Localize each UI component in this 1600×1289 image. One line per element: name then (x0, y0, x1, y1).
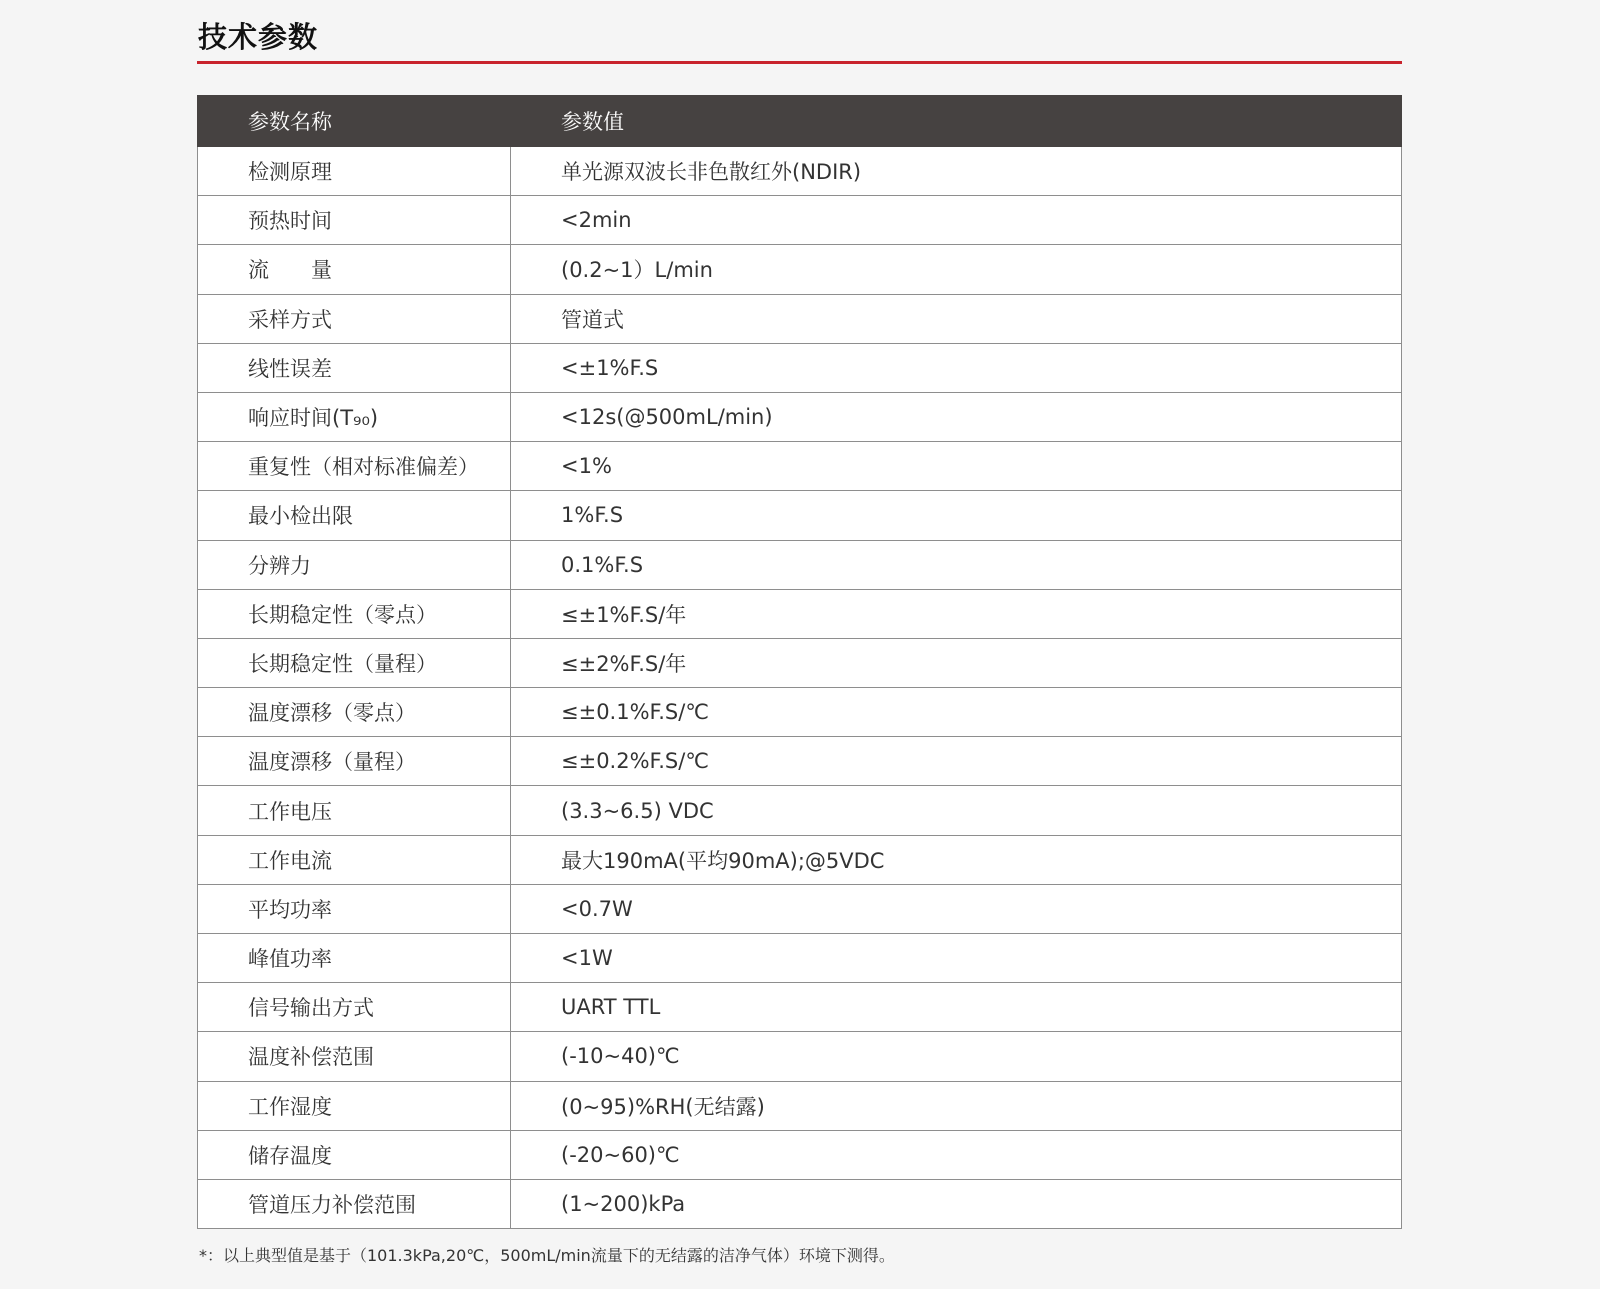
row-value: 最大190mA(平均90mA);@5VDC (511, 835, 1402, 884)
row-value: (0.2~1）L/min (511, 245, 1402, 294)
footnote: *：以上典型值是基于（101.3kPa,20℃，500mL/min流量下的无结露的洁净气体）环境下测得。 (199, 1246, 895, 1266)
tech-params-section (197, 0, 1402, 1266)
row-value: 管道式 (511, 294, 1402, 343)
header-param-value: 参数值 (511, 96, 1402, 147)
row-name: 流 量 (198, 245, 511, 294)
table-row (198, 786, 1402, 835)
row-value: <12s(@500mL/min) (511, 392, 1402, 441)
row-name: 储存温度 (198, 1130, 511, 1179)
row-value: (3.3~6.5) VDC (511, 786, 1402, 835)
row-value: (-10~40)℃ (511, 1032, 1402, 1081)
row-name: 管道压力补偿范围 (198, 1179, 511, 1228)
row-name: 信号输出方式 (198, 983, 511, 1032)
row-name: 长期稳定性（量程） (198, 638, 511, 687)
row-value: 单光源双波长非色散红外(NDIR) (511, 147, 1402, 196)
table-row (198, 294, 1402, 343)
row-name: 峰值功率 (198, 934, 511, 983)
table-row (198, 983, 1402, 1032)
row-value: 0.1%F.S (511, 540, 1402, 589)
row-name: 长期稳定性（零点） (198, 589, 511, 638)
section-title: 技术参数 (197, 0, 1402, 64)
row-value: <1W (511, 934, 1402, 983)
table-row (198, 1032, 1402, 1081)
table-row (198, 884, 1402, 933)
row-name: 最小检出限 (198, 491, 511, 540)
row-name: 温度漂移（量程） (198, 737, 511, 786)
row-value: 1%F.S (511, 491, 1402, 540)
row-name: 重复性（相对标准偏差） (198, 442, 511, 491)
param-table (197, 95, 1402, 1229)
row-value: <2min (511, 196, 1402, 245)
table-row (198, 1130, 1402, 1179)
row-value: UART TTL (511, 983, 1402, 1032)
table-row (198, 589, 1402, 638)
row-value: (-20~60)℃ (511, 1130, 1402, 1179)
row-name: 检测原理 (198, 147, 511, 196)
row-name: 温度补偿范围 (198, 1032, 511, 1081)
row-name: 分辨力 (198, 540, 511, 589)
row-value: ≤±1%F.S/年 (511, 589, 1402, 638)
row-name: 平均功率 (198, 884, 511, 933)
row-value: (0~95)%RH(无结露) (511, 1081, 1402, 1130)
row-name: 响应时间(T₉₀) (198, 392, 511, 441)
table-row (198, 392, 1402, 441)
row-name: 工作湿度 (198, 1081, 511, 1130)
table-row (198, 245, 1402, 294)
header-param-name: 参数名称 (198, 96, 511, 147)
row-value: <±1%F.S (511, 343, 1402, 392)
row-value: <1% (511, 442, 1402, 491)
row-value: (1~200)kPa (511, 1179, 1402, 1228)
row-name: 预热时间 (198, 196, 511, 245)
table-row (198, 737, 1402, 786)
table-header-row (198, 96, 1402, 147)
row-name: 线性误差 (198, 343, 511, 392)
row-name: 采样方式 (198, 294, 511, 343)
table-row (198, 540, 1402, 589)
table-row (198, 196, 1402, 245)
table-row (198, 147, 1402, 196)
row-name: 工作电流 (198, 835, 511, 884)
table-row (198, 835, 1402, 884)
row-value: ≤±0.1%F.S/℃ (511, 688, 1402, 737)
table-row (198, 688, 1402, 737)
table-row (198, 934, 1402, 983)
row-name: 工作电压 (198, 786, 511, 835)
table-row (198, 442, 1402, 491)
table-row (198, 1179, 1402, 1228)
table-row (198, 491, 1402, 540)
row-value: ≤±2%F.S/年 (511, 638, 1402, 687)
row-value: <0.7W (511, 884, 1402, 933)
table-row (198, 1081, 1402, 1130)
table-row (198, 638, 1402, 687)
row-value: ≤±0.2%F.S/℃ (511, 737, 1402, 786)
table-row (198, 343, 1402, 392)
row-name: 温度漂移（零点） (198, 688, 511, 737)
